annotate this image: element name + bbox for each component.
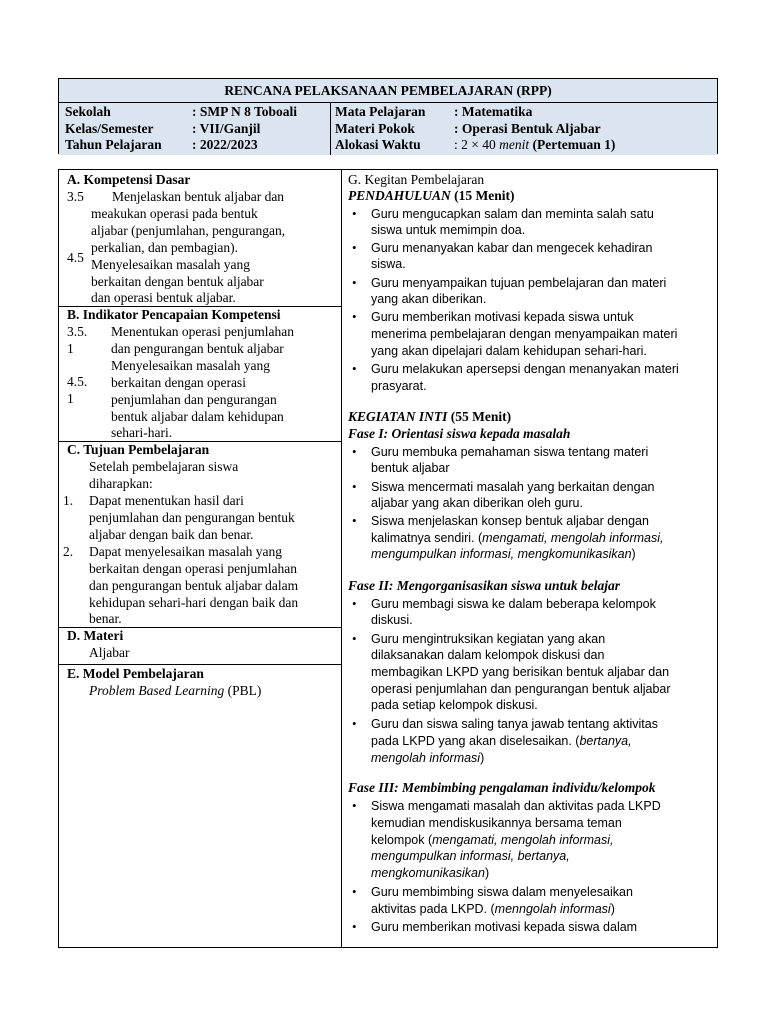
bullet-icon: •	[352, 631, 357, 646]
ipk-number-2b: 1	[67, 391, 74, 406]
model-text: Problem Based Learning (PBL)	[89, 683, 262, 698]
model-title: E. Model Pembelajaran	[67, 666, 204, 681]
topic-value: : Operasi Bentuk Aljabar	[454, 121, 601, 136]
tujuan-text-2-line-5: benar.	[89, 611, 122, 626]
bullet-icon: •	[352, 798, 357, 813]
document-title: RENCANA PELAKSANAAN PEMBELAJARAN (RPP)	[59, 79, 717, 103]
ipk-title: B. Indikator Pencapaian Kompetensi	[67, 307, 281, 322]
bullet-icon: •	[352, 479, 357, 494]
fase-2-item-3-line-3: mengolah informasi)	[371, 751, 485, 765]
fase-2-item-2-line-1: Guru mengintruksikan kegiatan yang akan	[371, 632, 606, 646]
fase-1-item-1-line-1: Guru membuka pemahaman siswa tentang materi	[371, 445, 649, 459]
pendahuluan-item-2-line-1: Guru menanyakan kabar dan mengecek kehadiran	[371, 241, 653, 255]
bullet-icon: •	[352, 884, 357, 899]
bullet-icon: •	[352, 275, 357, 290]
rpp-main-table	[58, 169, 718, 948]
fase-2-title: Fase II: Mengorganisasikan siswa untuk belajar	[348, 578, 620, 593]
kd-number-2: 4.5	[67, 250, 84, 265]
pendahuluan-item-5-line-2: prasyarat.	[371, 379, 427, 393]
fase-3-item-1-line-5: mengkomunikasikan)	[371, 866, 490, 880]
kd-text-2-line-3: dan operasi bentuk aljabar.	[91, 290, 236, 305]
kd-text-1-line-2: meakukan operasi pada bentuk	[91, 206, 258, 221]
fase-3-item-1-line-4: mengumpulkan informasi, bertanya,	[371, 849, 570, 863]
tujuan-text-2-line-3: dan pengurangan bentuk aljabar dalam	[89, 578, 299, 593]
kegiatan-title: G. Kegitan Pembelajaran	[348, 172, 485, 187]
bullet-icon: •	[352, 716, 357, 731]
kd-text-1-line-1: Menjelaskan bentuk aljabar dan	[112, 189, 285, 204]
tujuan-text-1-line-1: Dapat menentukan hasil dari	[89, 493, 244, 508]
pendahuluan-item-2-line-2: siswa.	[371, 257, 406, 271]
fase-2-item-2-line-2: dilaksanakan dalam kelompok diskusi dan	[371, 648, 605, 662]
kd-text-1-line-4: perkalian, dan pembagian).	[91, 240, 238, 255]
inti-heading: KEGIATAN INTI (55 Menit)	[348, 409, 512, 424]
bullet-icon: •	[352, 361, 357, 376]
kd-number-1: 3.5	[67, 189, 84, 204]
pendahuluan-item-4-line-1: Guru memberikan motivasi kepada siswa untuk	[371, 310, 634, 324]
fase-2-item-2-line-5: pada setiap kelompok diskusi.	[371, 698, 538, 712]
fase-3-item-2-line-2: aktivitas pada LKPD. (menngolah informasi)	[371, 902, 615, 916]
bullet-icon: •	[352, 919, 357, 934]
year-label: Tahun Pelajaran	[65, 137, 162, 152]
fase-3-item-2-line-1: Guru membimbing siswa dalam menyelesaikan	[371, 885, 633, 899]
bullet-icon: •	[352, 206, 357, 221]
pendahuluan-item-4-line-2: menerima pembelajaran dengan menyampaikan materi	[371, 327, 678, 341]
class-value: : VII/Ganjil	[192, 121, 261, 136]
tujuan-text-1-line-2: penjumlahan dan pengurangan bentuk	[89, 510, 295, 525]
materi-title: D. Materi	[67, 628, 124, 643]
fase-1-item-1-line-2: bentuk aljabar	[371, 461, 450, 475]
bullet-icon: •	[352, 596, 357, 611]
bullet-icon: •	[352, 513, 357, 528]
fase-1-item-2-line-2: aljabar yang akan diberikan oleh guru.	[371, 496, 583, 510]
fase-3-item-1-line-3: kelompok (mengamati, mengolah informasi,	[371, 833, 614, 847]
tujuan-text-2-line-4: kehidupan sehari-hari dengan baik dan	[89, 595, 299, 610]
tujuan-text-2-line-2: berkaitan dengan operasi penjumlahan	[89, 561, 298, 576]
fase-2-item-1-line-1: Guru membagi siswa ke dalam beberapa kelompok	[371, 597, 656, 611]
pendahuluan-item-5-line-1: Guru melakukan apersepsi dengan menanyakan materi	[371, 362, 679, 376]
materi-text: Aljabar	[89, 645, 130, 660]
ipk-text-2-line-4: bentuk aljabar dalam kehidupan	[111, 409, 284, 424]
tujuan-number-1: 1.	[63, 493, 74, 508]
fase-1-title: Fase I: Orientasi siswa kepada masalah	[348, 426, 571, 441]
bullet-icon: •	[352, 444, 357, 459]
fase-3-item-3-line-1: Guru memberikan motivasi kepada siswa dalam	[371, 920, 638, 934]
fase-2-item-2-line-4: operasi penjumlahan dan pengurangan bentuk aljabar	[371, 682, 671, 696]
ipk-text-2-line-5: sehari-hari.	[111, 425, 173, 440]
kd-text-2-line-1: Menyelesaikan masalah yang	[91, 257, 250, 272]
bullet-icon: •	[352, 240, 357, 255]
fase-2-item-1-line-2: diskusi.	[371, 613, 413, 627]
tujuan-intro-line-2: diharapkan:	[89, 476, 153, 491]
pendahuluan-item-3-line-1: Guru menyampaikan tujuan pembelajaran dan materi	[371, 276, 667, 290]
pendahuluan-item-1-line-2: siswa untuk memimpin doa.	[371, 223, 526, 237]
rpp-header-table	[58, 78, 718, 154]
kd-title: A. Kompetensi Dasar	[67, 172, 191, 187]
subject-label: Mata Pelajaran	[335, 104, 426, 119]
school-value: : SMP N 8 Toboali	[192, 104, 298, 119]
fase-1-item-3-line-1: Siswa menjelaskan konsep bentuk aljabar dengan	[371, 514, 649, 528]
fase-3-title: Fase III: Membimbing pengalaman individu/kelompok	[348, 780, 656, 795]
bullet-icon: •	[352, 309, 357, 324]
tujuan-title: C. Tujuan Pembelajaran	[67, 442, 210, 457]
pendahuluan-item-1-line-1: Guru mengucapkan salam dan meminta salah satu	[371, 207, 654, 221]
fase-3-item-1-line-2: kemudian mendiskusikannya bersama teman	[371, 816, 622, 830]
header-info	[59, 103, 717, 155]
pendahuluan-item-4-line-3: yang akan dipelajari dalam kehidupan sehari-hari.	[371, 344, 647, 358]
class-label: Kelas/Semester	[65, 121, 154, 136]
ipk-number-1a: 3.5.	[67, 324, 88, 339]
ipk-number-2a: 4.5.	[67, 374, 88, 389]
tujuan-number-2: 2.	[63, 544, 74, 559]
ipk-text-1-line-1: Menentukan operasi penjumlahan	[111, 324, 294, 339]
ipk-number-1b: 1	[67, 341, 74, 356]
tujuan-text-1-line-3: aljabar dengan baik dan benar.	[89, 527, 254, 542]
time-value: : 2 × 40 menit (Pertemuan 1)	[454, 137, 616, 152]
topic-label: Materi Pokok	[335, 121, 415, 136]
ipk-text-1-line-2: dan pengurangan bentuk aljabar	[111, 341, 284, 356]
ipk-text-2-line-2: berkaitan dengan operasi	[111, 375, 246, 390]
fase-1-item-3-line-2: kalimatnya sendiri. (mengamati, mengolah informasi,	[371, 531, 664, 545]
tujuan-text-2-line-1: Dapat menyelesaikan masalah yang	[89, 544, 283, 559]
fase-1-item-2-line-1: Siswa mencermati masalah yang berkaitan dengan	[371, 480, 655, 494]
kd-text-2-line-2: berkaitan dengan bentuk aljabar	[91, 274, 264, 289]
kd-text-1-line-3: aljabar (penjumlahan, pengurangan,	[91, 223, 286, 238]
fase-2-item-3-line-1: Guru dan siswa saling tanya jawab tentang aktivitas	[371, 717, 658, 731]
subject-value: : Matematika	[454, 104, 533, 119]
school-label: Sekolah	[65, 104, 111, 119]
ipk-text-2-line-1: Menyelesaikan masalah yang	[111, 358, 270, 373]
fase-3-item-1-line-1: Siswa mengamati masalah dan aktivitas pada LKPD	[371, 799, 661, 813]
fase-1-item-3-line-3: mengumpulkan informasi, mengkomunikasikan)	[371, 547, 636, 561]
pendahuluan-item-3-line-2: yang akan diberikan.	[371, 292, 487, 306]
ipk-text-2-line-3: penjumlahan dan pengurangan	[111, 392, 277, 407]
fase-2-item-3-line-2: pada LKPD yang akan diselesaikan. (bertanya,	[371, 734, 632, 748]
tujuan-intro-line-1: Setelah pembelajaran siswa	[89, 459, 239, 474]
year-value: : 2022/2023	[192, 137, 258, 152]
fase-2-item-2-line-3: membagikan LKPD yang berisikan bentuk aljabar dan	[371, 665, 670, 679]
pendahuluan-heading: PENDAHULUAN (15 Menit)	[348, 188, 515, 203]
time-label: Alokasi Waktu	[335, 137, 421, 152]
